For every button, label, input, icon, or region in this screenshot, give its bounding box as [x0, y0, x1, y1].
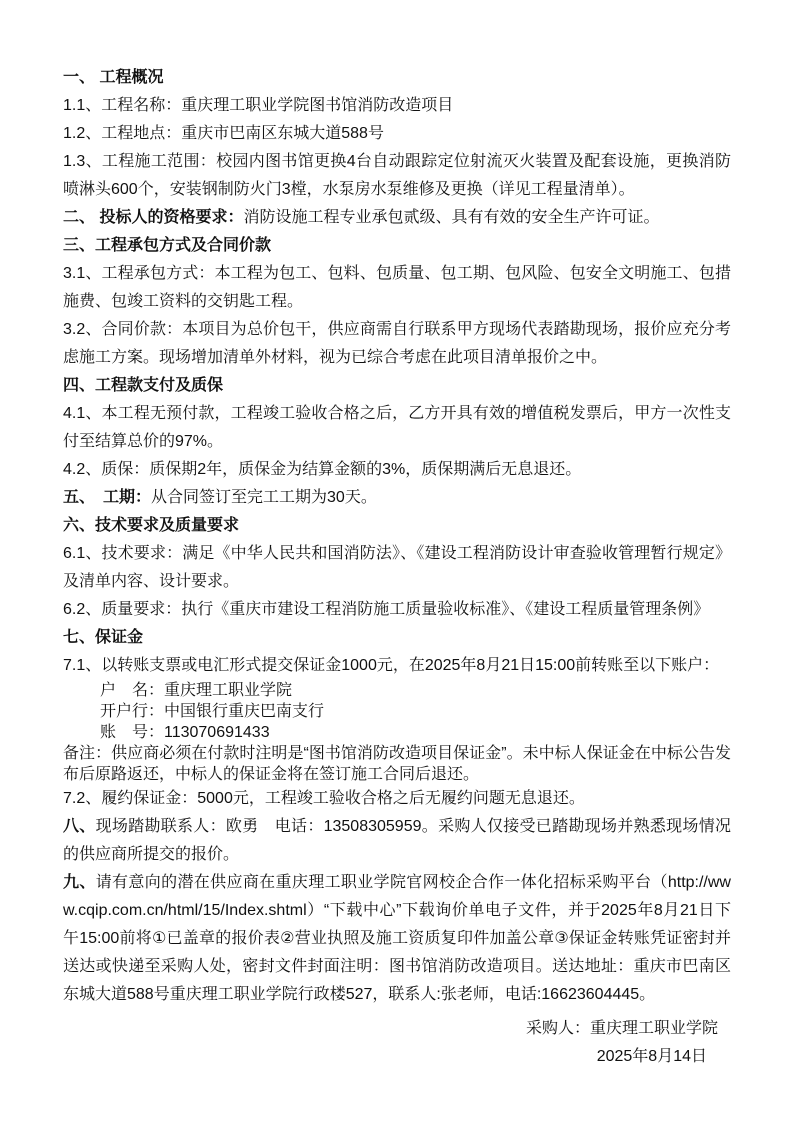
bank-branch-text: 开户行：中国银行重庆巴南支行: [100, 703, 325, 720]
para-4-2: [63, 456, 731, 484]
bank-account-name-line: [63, 680, 731, 701]
bank-account-number-line: [63, 722, 731, 743]
para-6-2-text: 6.2、质量要求：执行《重庆市建设工程消防施工质量验收标准》、《建设工程质量管理条例》: [63, 601, 710, 618]
para-4-2-text: 4.2、质保：质保期2年，质保金为结算金额的3%，质保期满后无息退还。: [63, 461, 582, 478]
section-3-heading-text: 三、工程承包方式及合同价款: [63, 237, 272, 254]
section-8-heading-text: 八、: [63, 818, 96, 835]
para-3-2: [63, 316, 731, 372]
para-7-2-text: 7.2、履约保证金：5000元，工程竣工验收合格之后无履约问题无息退还。: [63, 790, 585, 807]
section-2-body-text: 消防设施工程专业承包贰级、具有有效的安全生产许可证。: [243, 209, 660, 226]
section-5-body-text: 从合同签订至完工工期为30天。: [151, 489, 377, 506]
para-4-1: [63, 400, 731, 456]
signature-buyer-text: 采购人：重庆理工职业学院: [525, 1020, 718, 1037]
section-3-heading: [63, 232, 731, 260]
para-1-3: [63, 148, 731, 204]
section-7-heading-text: 七、保证金: [63, 629, 144, 646]
section-9-line: [63, 869, 731, 1009]
para-1-3-text: 1.3、工程施工范围：校园内图书馆更换4台自动跟踪定位射流灭火装置及配套设施，更换消防喷淋头600个，安装钢制防火门3樘，水泵房水泵维修及更换（详见工程量清单）。: [63, 153, 731, 198]
bank-account-number-text: 账 号：113070691433: [100, 724, 270, 741]
section-5-heading-text: 五、 工期：: [63, 489, 152, 506]
para-6-2: [63, 596, 731, 624]
section-2-heading-text: 二、 投标人的资格要求：: [63, 209, 244, 226]
remark-text: 备注：供应商必须在付款时注明是“图书馆消防改造项目保证金”。未中标人保证金在中标公告发布后原路返还，中标人的保证金将在签订施工合同后退还。: [63, 745, 731, 783]
section-2-line: [63, 204, 731, 232]
para-6-1-text: 6.1、技术要求：满足《中华人民共和国消防法》、《建设工程消防设计审查验收管理暂行规定》及清单内容、设计要求。: [63, 545, 731, 590]
para-1-1-text: 1.1、工程名称：重庆理工职业学院图书馆消防改造项目: [63, 97, 454, 114]
signature-buyer-line: [63, 1015, 731, 1043]
bank-account-name-text: 户 名：重庆理工职业学院: [100, 682, 293, 699]
para-3-2-text: 3.2、合同价款：本项目为总价包干，供应商需自行联系甲方现场代表踏勘现场，报价应充分考虑施工方案。现场增加清单外材料，视为已综合考虑在此项目清单报价之中。: [63, 321, 731, 366]
bank-branch-line: [63, 701, 731, 722]
section-7-heading: [63, 624, 731, 652]
section-6-heading-text: 六、技术要求及质量要求: [63, 517, 240, 534]
para-3-1: [63, 260, 731, 316]
section-9-heading-text: 九、: [63, 874, 96, 891]
section-4-heading: [63, 372, 731, 400]
para-7-1: [63, 652, 731, 680]
para-1-2-text: 1.2、工程地点：重庆市巴南区东城大道588号: [63, 125, 384, 142]
section-1-heading: [63, 64, 731, 92]
para-1-1: [63, 92, 731, 120]
section-9-body-text: 请有意向的潜在供应商在重庆理工职业学院官网校企合作一体化招标采购平台（http://www.cqip.com.cn/html/15/Index.shtml）“下载中心”下载询价单电子文件，并于2025年8月21日下午15:00前将①已盖章的报价表②营业执照及施工资质复印件加盖公章③保证金转账凭证密封并送达或快递至采购人处，密封文件封面注明：图书馆消防改造项目。送达地址：重庆市巴南区东城大道588号重庆理工职业学院行政楼527，联系人:张老师，电话:16623604445。: [63, 874, 731, 1003]
section-8-body-text: 现场踏勘联系人：欧勇 电话：13508305959。采购人仅接受已踏勘现场并熟悉现场情况的供应商所提交的报价。: [63, 818, 731, 863]
para-3-1-text: 3.1、工程承包方式：本工程为包工、包料、包质量、包工期、包风险、包安全文明施工、包措施费、包竣工资料的交钥匙工程。: [63, 265, 731, 310]
para-1-2: [63, 120, 731, 148]
document-page: [63, 64, 731, 1071]
signature-date-text: 2025年8月14日: [596, 1048, 707, 1065]
remark-paragraph: [63, 743, 731, 785]
section-1-heading-text: 一、 工程概况: [63, 69, 164, 86]
section-5-line: [63, 484, 731, 512]
section-6-heading: [63, 512, 731, 540]
para-4-1-text: 4.1、本工程无预付款，工程竣工验收合格之后，乙方开具有效的增值税发票后，甲方一次性支付至结算总价的97%。: [63, 405, 731, 450]
para-7-1-text: 7.1、以转账支票或电汇形式提交保证金1000元，在2025年8月21日15:00前转账至以下账户：: [63, 657, 720, 674]
signature-date-line: [63, 1043, 731, 1071]
para-6-1: [63, 540, 731, 596]
para-7-2: [63, 785, 731, 813]
section-8-line: [63, 813, 731, 869]
section-4-heading-text: 四、工程款支付及质保: [63, 377, 224, 394]
